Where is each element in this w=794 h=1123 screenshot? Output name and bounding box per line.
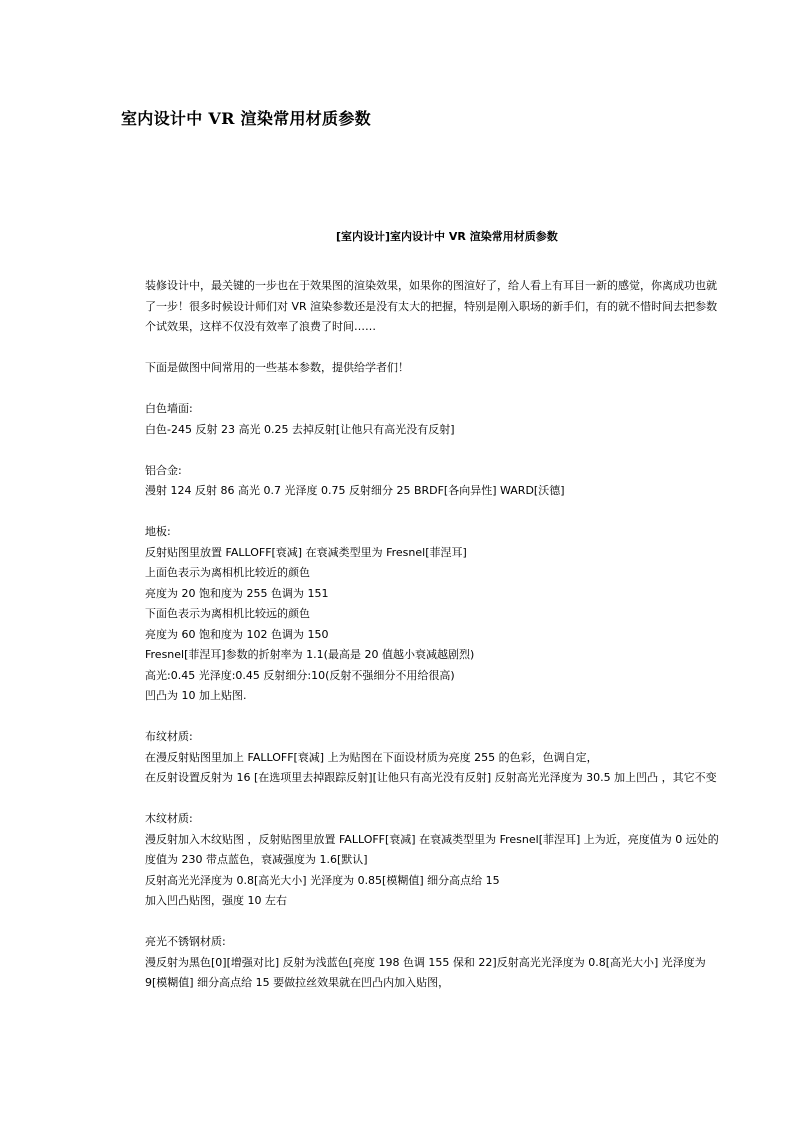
section-line: 漫反射为黑色[0][增强对比] 反射为浅蓝色[亮度 198 色调 155 保和 22]反射高光光泽度为 0.8[高光大小] 光泽度为 <box>145 955 706 969</box>
section-line: 漫反射加入木纹贴图 ，反射贴图里放置 FALLOFF[衰减] 在衰减类型里为 Fresnel[菲涅耳] 上为近，亮度值为 0 远处的 <box>145 832 719 846</box>
section-line: 反射贴图里放置 FALLOFF[衰减] 在衰减类型里为 Fresnel[菲涅耳] <box>145 545 467 559</box>
section-heading: 白色墙面: <box>145 402 193 415</box>
intro-paragraph <box>145 276 767 338</box>
section-line: 度值为 230 带点蓝色，衰减强度为 1.6[默认] <box>145 853 368 866</box>
section-line: 加入凹凸贴图，强度 10 左右 <box>145 894 287 907</box>
section-line: 上面色表示为离相机比较近的颜色 <box>145 566 310 579</box>
section-heading: 亮光不锈钢材质: <box>145 935 226 948</box>
section-line: 高光:0.45 光泽度:0.45 反射细分:10(反射不强细分不用给很高) <box>145 668 455 682</box>
section-aluminum <box>145 461 767 502</box>
section-line: Fresnel[菲涅耳]参数的折射率为 1.1(最高是 20 值越小衰减越剧烈) <box>145 648 475 661</box>
article-body <box>145 276 767 994</box>
section-heading: 铝合金: <box>145 463 182 477</box>
section-wood <box>145 809 767 912</box>
section-line: 在反射设置反射为 16 [在选项里去掉跟踪反射][让他只有高光没有反射] 反射高光光泽度为 30.5 加上凹凸 ，其它不变 <box>145 771 717 784</box>
section-line: 凹凸为 10 加上贴图. <box>145 689 247 702</box>
section-fabric <box>145 727 767 789</box>
section-line: 漫射 124 反射 86 高光 0.7 光泽度 0.75 反射细分 25 BRDF[各向异性] WARD[沃德] <box>145 484 565 497</box>
section-heading: 地板: <box>145 525 171 538</box>
intro-line: 个试效果，这样不仅没有效率了浪费了时间…… <box>145 320 376 333</box>
section-line: 亮度为 20 饱和度为 255 色调为 151 <box>145 586 329 600</box>
section-line: 白色-245 反射 23 高光 0.25 去掉反射[让他只有高光没有反射] <box>145 422 455 436</box>
article-subtitle: [室内设计]室内设计中 VR 渲染常用材质参数 <box>336 230 558 243</box>
section-stainless-steel <box>145 932 767 994</box>
section-line: 9[模糊值] 细分高点给 15 要做拉丝效果就在凹凸内加入贴图， <box>145 976 450 989</box>
section-line: 亮度为 60 饱和度为 102 色调为 150 <box>145 627 329 641</box>
section-heading: 布纹材质: <box>145 730 193 743</box>
section-line: 在漫反射贴图里加上 FALLOFF[衰减] 上为贴图在下面设材质为亮度 255 的色彩，色调自定， <box>145 750 598 764</box>
section-line: 下面色表示为离相机比较远的颜色 <box>145 607 310 620</box>
document-title: 室内设计中 VR 渲染常用材质参数 <box>121 109 371 128</box>
lead-paragraph: 下面是做图中间常用的一些基本参数，提供给学者们！ <box>145 361 409 374</box>
section-line: 反射高光光泽度为 0.8[高光大小] 光泽度为 0.85[模糊值] 细分高点给 15 <box>145 873 500 887</box>
intro-line: 了一步！很多时候设计师们对 VR 渲染参数还是没有太大的把握，特别是刚入职场的新手们，有的就不惜时间去把参数 <box>145 299 718 313</box>
intro-line: 装修设计中，最关键的一步也在于效果图的渲染效果，如果你的图渲好了，给人看上有耳目一新的感觉，你离成功也就 <box>145 279 717 292</box>
section-heading: 木纹材质: <box>145 812 193 825</box>
section-white-wall <box>145 399 767 440</box>
section-floor <box>145 522 767 707</box>
